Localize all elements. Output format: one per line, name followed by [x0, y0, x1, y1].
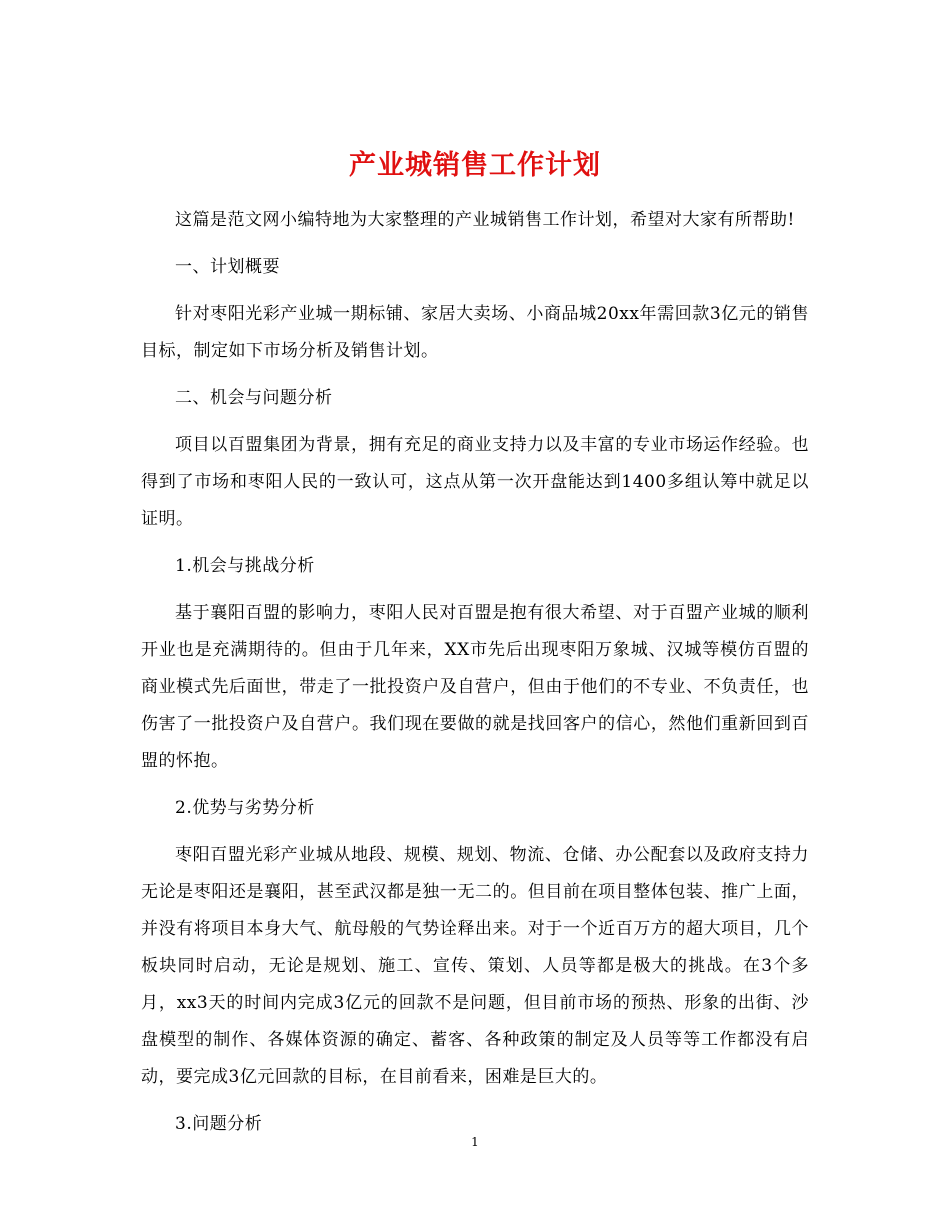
document-body [141, 202, 809, 1153]
heading-opportunity-challenge: 1.机会与挑战分析 [175, 556, 315, 576]
paragraph-opportunity-challenge: 基于襄阳百盟的影响力，枣阳人民对百盟是抱有很大希望、对于百盟产业城的顺利开业也是充满期待的。但由于几年来，XX市先后出现枣阳万象城、汉城等模仿百盟的商业模式先后面世，带走了一批投资户及自营户，但由于他们的不专业、不负责任，也伤害了一批投资户及自营户。我们现在要做的就是找回客户的信心，然他们重新回到百盟的怀抱。 [141, 603, 809, 771]
page-number: 1 [471, 1135, 479, 1149]
paragraph-intro: 这篇是范文网小编特地为大家整理的产业城销售工作计划，希望对大家有所帮助! [175, 210, 795, 230]
heading-problem-analysis: 3.问题分析 [175, 1114, 263, 1134]
heading-strength-weakness: 2.优势与劣势分析 [175, 798, 315, 818]
heading-plan-summary: 一、计划概要 [175, 257, 280, 277]
paragraph-project-background: 项目以百盟集团为背景，拥有充足的商业支持力以及丰富的专业市场运作经验。也得到了市场和枣阳人民的一致认可，这点从第一次开盘能达到1400多组认筹中就足以证明。 [141, 435, 809, 529]
paragraph-plan-summary: 针对枣阳光彩产业城一期标铺、家居大卖场、小商品城20xx年需回款3亿元的销售目标，制定如下市场分析及销售计划。 [141, 304, 809, 361]
heading-opportunity-analysis: 二、机会与问题分析 [175, 388, 333, 408]
document-title: 产业城销售工作计划 [349, 150, 601, 182]
paragraph-strength-weakness: 枣阳百盟光彩产业城从地段、规模、规划、物流、仓储、办公配套以及政府支持力无论是枣阳还是襄阳，甚至武汉都是独一无二的。但目前在项目整体包装、推广上面，并没有将项目本身大气、航母般的气势诠释出来。对于一个近百万方的超大项目，几个板块同时启动，无论是规划、施工、宣传、策划、人员等都是极大的挑战。在3个多月，xx3天的时间内完成3亿元的回款不是问题，但目前市场的预热、形象的出街、沙盘模型的制作、各媒体资源的确定、蓄客、各种政策的制定及人员等等工作都没有启动，要完成3亿元回款的目标，在目前看来，困难是巨大的。 [141, 845, 809, 1087]
